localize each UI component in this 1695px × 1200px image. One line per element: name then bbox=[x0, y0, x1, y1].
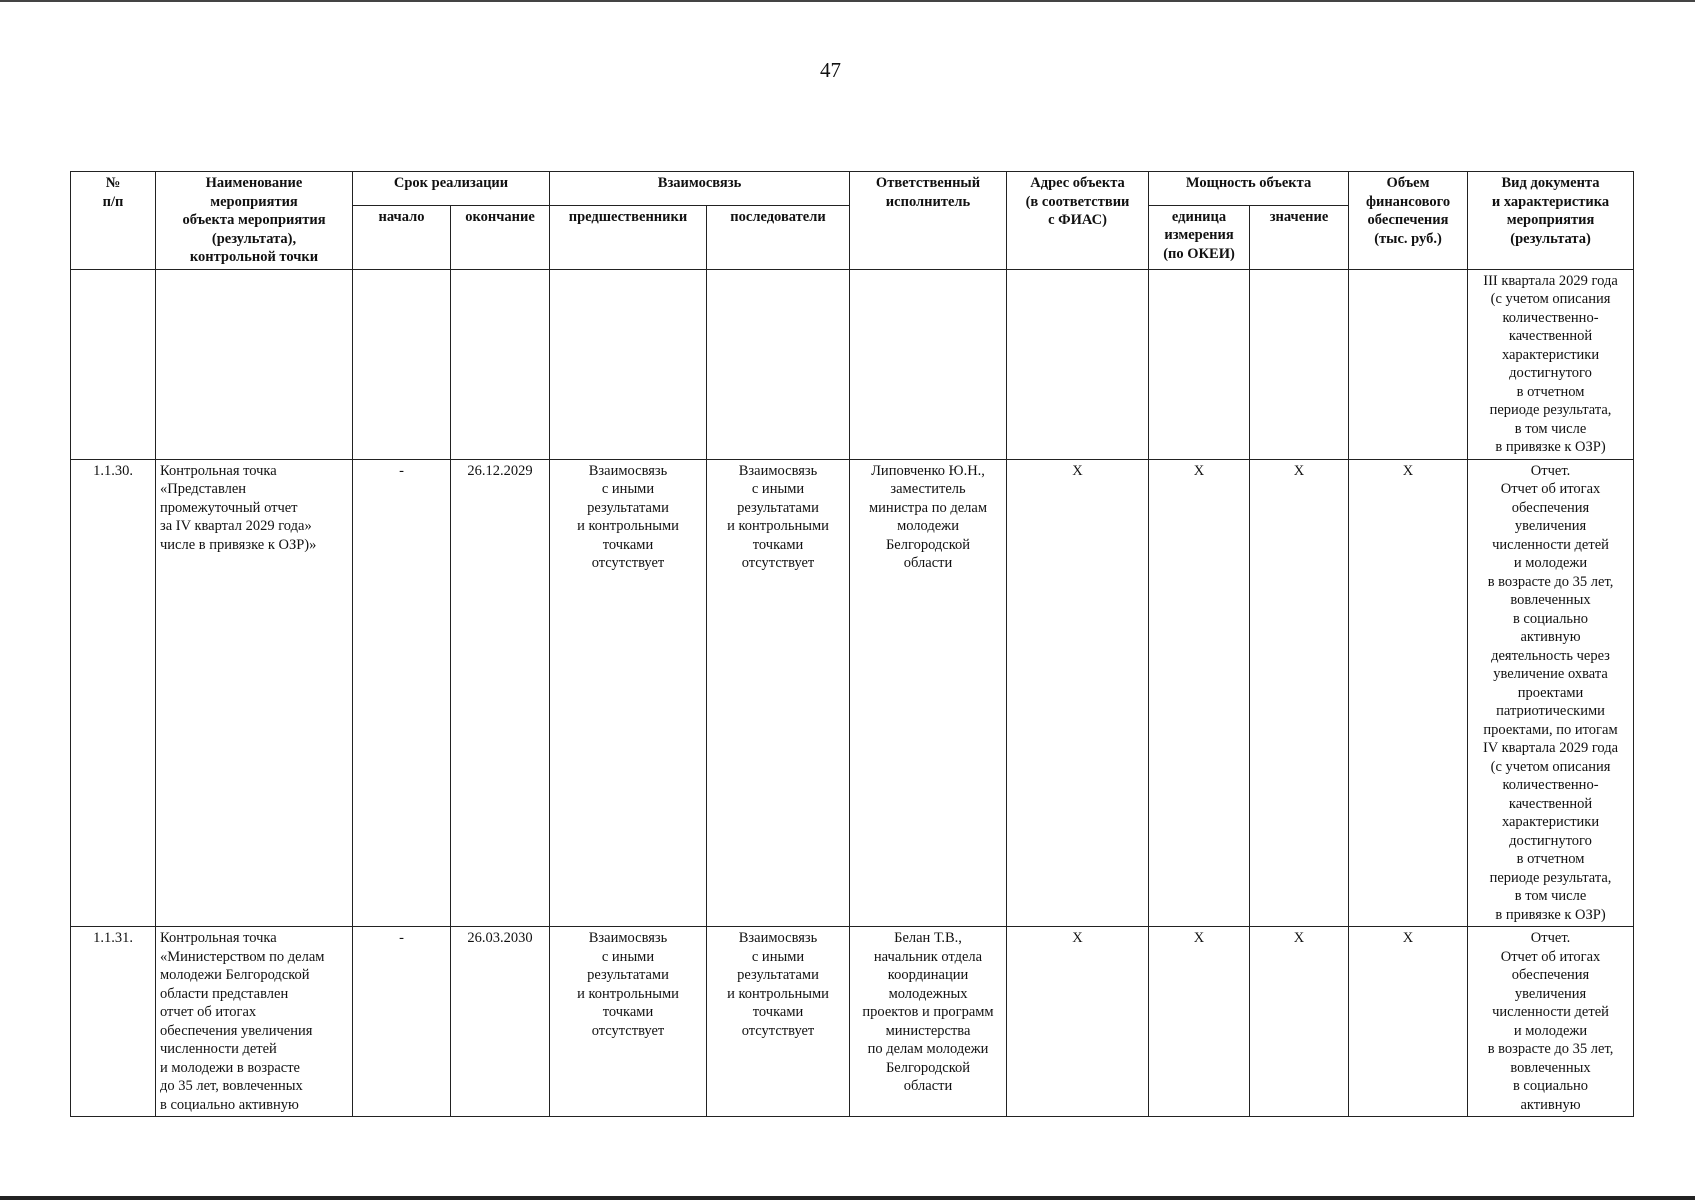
cell-name: Контрольная точка «Представлен промежуточный отчет за IV квартал 2029 года» числе в привязке к ОЗР)» bbox=[156, 459, 353, 927]
header-address: Адрес объекта (в соответствии с ФИАС) bbox=[1007, 172, 1149, 270]
header-capacity-unit: единица измерения (по ОКЕИ) bbox=[1149, 205, 1250, 269]
cell-value: X bbox=[1250, 927, 1349, 1117]
cell-value: X bbox=[1250, 459, 1349, 927]
scan-top-edge bbox=[0, 0, 1695, 2]
header-name: Наименование мероприятия объекта мероприятия (результата), контрольной точки bbox=[156, 172, 353, 270]
cell-start: - bbox=[353, 927, 451, 1117]
cell-unit: X bbox=[1149, 459, 1250, 927]
cell-num: 1.1.30. bbox=[71, 459, 156, 927]
cell-prev: Взаимосвязь с иными результатами и контрольными точками отсутствует bbox=[550, 459, 707, 927]
header-link-prev: предшественники bbox=[550, 205, 707, 269]
cell-responsible: Липовченко Ю.Н., заместитель министра по делам молодежи Белгородской области bbox=[850, 459, 1007, 927]
cell-num bbox=[71, 269, 156, 459]
header-responsible: Ответственный исполнитель bbox=[850, 172, 1007, 270]
table-row bbox=[71, 269, 1634, 459]
page-number: 47 bbox=[820, 58, 841, 82]
table-row bbox=[71, 459, 1634, 927]
cell-responsible bbox=[850, 269, 1007, 459]
cell-next: Взаимосвязь с иными результатами и контрольными точками отсутствует bbox=[707, 927, 850, 1117]
cell-prev: Взаимосвязь с иными результатами и контрольными точками отсутствует bbox=[550, 927, 707, 1117]
cell-end bbox=[451, 269, 550, 459]
cell-address: X bbox=[1007, 459, 1149, 927]
cell-name: Контрольная точка «Министерством по делам молодежи Белгородской области представлен отчет об итогах обеспечения увеличения численности детей и молодежи в возрасте до 35 лет, вовлеченных в социально активную bbox=[156, 927, 353, 1117]
header-period-start: начало bbox=[353, 205, 451, 269]
header-period: Срок реализации bbox=[353, 172, 550, 206]
cell-start: - bbox=[353, 459, 451, 927]
header-link-next: последователи bbox=[707, 205, 850, 269]
scan-bottom-edge bbox=[0, 1196, 1695, 1200]
cell-start bbox=[353, 269, 451, 459]
header-finance: Объем финансового обеспечения (тыс. руб.) bbox=[1349, 172, 1468, 270]
cell-address: X bbox=[1007, 927, 1149, 1117]
cell-finance: X bbox=[1349, 459, 1468, 927]
header-capacity: Мощность объекта bbox=[1149, 172, 1349, 206]
cell-next: Взаимосвязь с иными результатами и контрольными точками отсутствует bbox=[707, 459, 850, 927]
cell-name bbox=[156, 269, 353, 459]
cell-responsible: Белан Т.В., начальник отдела координации молодежных проектов и программ министерства по делам молодежи Белгородской области bbox=[850, 927, 1007, 1117]
cell-end: 26.03.2030 bbox=[451, 927, 550, 1117]
cell-unit: X bbox=[1149, 927, 1250, 1117]
cell-doc: Отчет. Отчет об итогах обеспечения увеличения численности детей и молодежи в возрасте до 35 лет, вовлеченных в социально активную bbox=[1468, 927, 1634, 1117]
table-row bbox=[71, 927, 1634, 1117]
cell-end: 26.12.2029 bbox=[451, 459, 550, 927]
header-period-end: окончание bbox=[451, 205, 550, 269]
cell-value bbox=[1250, 269, 1349, 459]
cell-finance: X bbox=[1349, 927, 1468, 1117]
implementation-plan-table bbox=[70, 171, 1634, 1117]
cell-unit bbox=[1149, 269, 1250, 459]
cell-doc: III квартала 2029 года (с учетом описания количественно- качественной характеристики достигнутого в отчетном периоде результата, в том числе в привязке к ОЗР) bbox=[1468, 269, 1634, 459]
cell-next bbox=[707, 269, 850, 459]
header-doc: Вид документа и характеристика мероприятия (результата) bbox=[1468, 172, 1634, 270]
cell-prev bbox=[550, 269, 707, 459]
cell-address bbox=[1007, 269, 1149, 459]
cell-num: 1.1.31. bbox=[71, 927, 156, 1117]
header-link: Взаимосвязь bbox=[550, 172, 850, 206]
table-header-row bbox=[71, 172, 1634, 206]
cell-finance bbox=[1349, 269, 1468, 459]
header-capacity-value: значение bbox=[1250, 205, 1349, 269]
header-num: № п/п bbox=[71, 172, 156, 270]
cell-doc: Отчет. Отчет об итогах обеспечения увеличения численности детей и молодежи в возрасте до 35 лет, вовлеченных в социально активную деятельность через увеличение охвата проектами патриотическими проектами, по итогам IV квартала 2029 года (с учетом описания количественно- качественной характеристики достигнутого в отчетном периоде результата, в том числе в привязке к ОЗР) bbox=[1468, 459, 1634, 927]
